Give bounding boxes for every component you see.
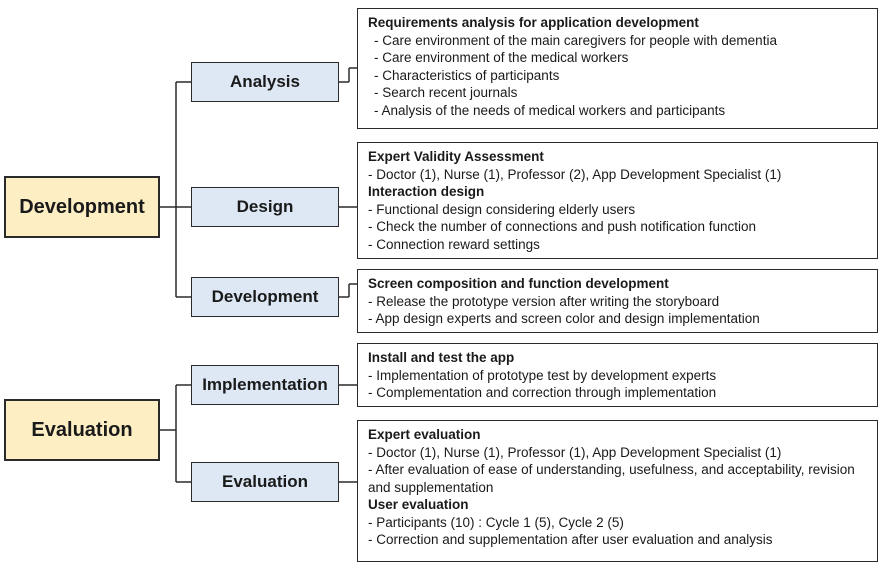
stage-implementation: Implementation: [191, 365, 339, 405]
detail-heading: Interaction design: [368, 184, 485, 199]
stage-development: Development: [191, 277, 339, 317]
list-item: - Care environment of the medical workers: [374, 50, 629, 65]
list-item: - Doctor (1), Nurse (1), Professor (1), App Development Specialist (1): [368, 444, 782, 460]
list-item: - Complementation and correction through implementation: [368, 385, 717, 400]
list-item: - Search recent journals: [374, 85, 518, 100]
detail-development: [357, 269, 878, 333]
list-item: - Functional design considering elderly users: [368, 201, 636, 217]
list-item: - Care environment of the main caregivers for people with dementia: [374, 32, 777, 48]
list-item: - Release the prototype version after writing the storyboard: [368, 293, 720, 309]
detail-analysis: [357, 8, 878, 129]
detail-heading: Expert Validity Assessment: [368, 149, 544, 164]
detail-design: [357, 142, 878, 259]
detail-heading: Screen composition and function development: [368, 276, 669, 291]
list-item: - App design experts and screen color and design implementation: [368, 311, 760, 326]
detail-heading: Requirements analysis for application development: [368, 15, 699, 30]
detail-implementation: [357, 343, 878, 407]
list-item: - Correction and supplementation after user evaluation and analysis: [368, 532, 773, 547]
list-item: - After evaluation of ease of understanding, usefulness, and acceptability, revision and supplementation: [368, 462, 855, 495]
phase-evaluation: Evaluation: [4, 399, 160, 461]
list-item: - Doctor (1), Nurse (1), Professor (2), App Development Specialist (1): [368, 166, 782, 182]
list-item: - Characteristics of participants: [374, 67, 560, 83]
list-item: - Implementation of prototype test by development experts: [368, 367, 717, 383]
stage-design: Design: [191, 187, 339, 227]
detail-heading: Install and test the app: [368, 350, 515, 365]
detail-heading: User evaluation: [368, 497, 469, 512]
list-item: - Participants (10) : Cycle 1 (5), Cycle 2 (5): [368, 514, 624, 530]
detail-heading: Expert evaluation: [368, 427, 481, 442]
stage-evaluation: Evaluation: [191, 462, 339, 502]
list-item: - Analysis of the needs of medical workers and participants: [374, 102, 726, 118]
list-item: - Check the number of connections and push notification function: [368, 219, 756, 234]
stage-analysis: Analysis: [191, 62, 339, 102]
phase-development: Development: [4, 176, 160, 238]
list-item: - Connection reward settings: [368, 236, 540, 252]
detail-evaluation: [357, 420, 878, 562]
